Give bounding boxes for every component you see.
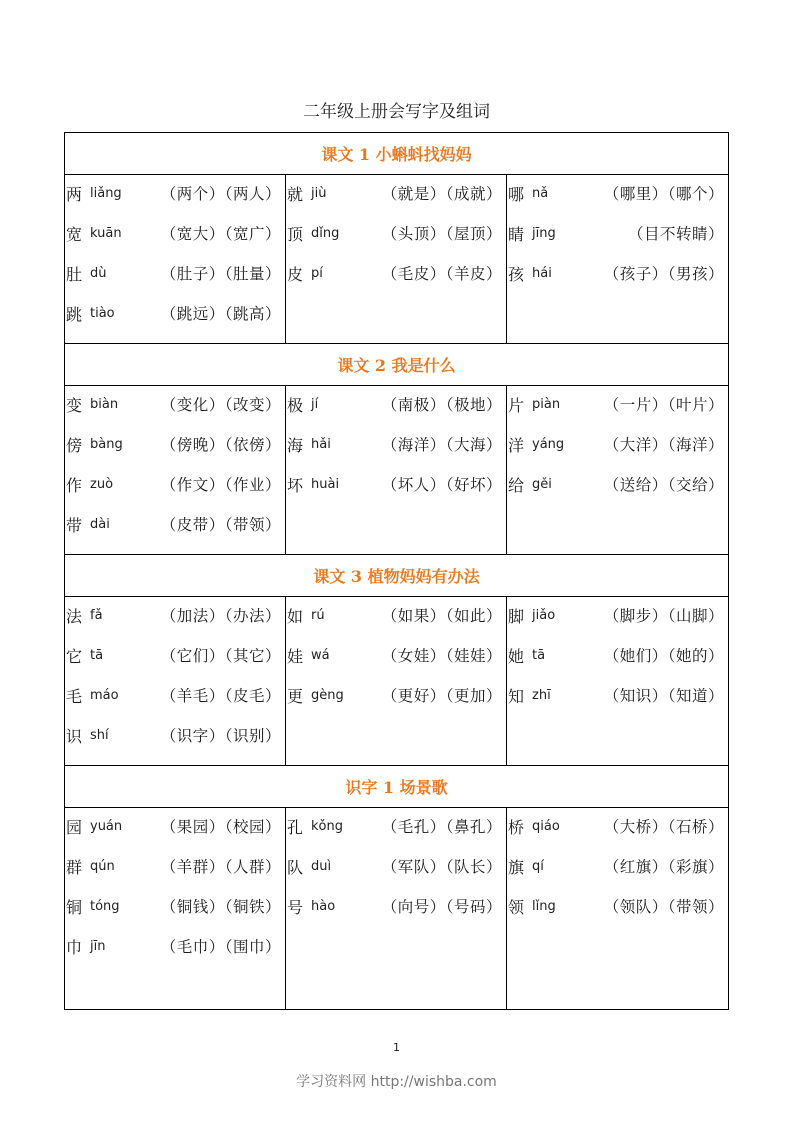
character-entry xyxy=(65,253,285,293)
hanzi-character: 孔 xyxy=(287,817,304,837)
character-column xyxy=(507,597,729,766)
lesson-header-row xyxy=(65,344,729,386)
character-entry xyxy=(507,806,728,846)
hanzi-character: 宽 xyxy=(66,224,83,244)
character-entry xyxy=(65,213,285,253)
hanzi-character: 巾 xyxy=(66,937,83,957)
hanzi-character: 皮 xyxy=(287,264,304,284)
character-column xyxy=(507,386,729,555)
word-combinations: （变化）（改变） xyxy=(160,396,281,414)
character-entry xyxy=(286,595,506,635)
word-combinations: （目不转睛） xyxy=(628,225,725,243)
hanzi-character: 就 xyxy=(287,184,304,204)
pinyin-text: lǐng xyxy=(532,898,556,914)
word-combinations: （她们）（她的） xyxy=(603,647,725,665)
pinyin-text: tā xyxy=(90,647,104,663)
word-combinations: （更好）（更加） xyxy=(381,687,502,705)
hanzi-character: 片 xyxy=(508,395,525,415)
character-entry xyxy=(65,675,285,715)
character-entry xyxy=(286,635,506,675)
character-entry xyxy=(65,464,285,504)
hanzi-character: 带 xyxy=(66,515,83,535)
hanzi-character: 变 xyxy=(66,395,83,415)
hanzi-character: 睛 xyxy=(508,224,525,244)
character-entry xyxy=(65,424,285,464)
pinyin-text: qún xyxy=(90,858,115,874)
word-combinations: （向号）（号码） xyxy=(381,898,502,916)
word-combinations: （皮带）（带领） xyxy=(160,516,281,534)
character-entry xyxy=(286,886,506,926)
pinyin-text: jīng xyxy=(532,225,556,241)
pinyin-text: zhī xyxy=(532,687,551,703)
hanzi-character: 领 xyxy=(508,897,525,917)
hanzi-character: 洋 xyxy=(508,435,525,455)
lesson-heading: 课文 3 植物妈妈有办法 xyxy=(65,555,729,597)
character-column xyxy=(286,175,507,344)
word-combinations: （加法）（办法） xyxy=(160,607,281,625)
character-entry xyxy=(65,806,285,846)
pinyin-text: gèng xyxy=(311,687,344,703)
hanzi-character: 脚 xyxy=(508,606,525,626)
character-column xyxy=(65,386,286,555)
character-entry xyxy=(507,424,728,464)
hanzi-character: 园 xyxy=(66,817,83,837)
vocabulary-table xyxy=(64,132,729,1010)
pinyin-text: pí xyxy=(311,265,323,281)
character-entry xyxy=(507,464,728,504)
word-combinations: （大洋）（海洋） xyxy=(603,436,725,454)
pinyin-text: piàn xyxy=(532,396,561,412)
character-column xyxy=(286,386,507,555)
pinyin-text: qí xyxy=(532,858,544,874)
lesson-body-row xyxy=(65,175,729,344)
hanzi-character: 知 xyxy=(508,686,525,706)
pinyin-text: dù xyxy=(90,265,107,281)
hanzi-character: 坏 xyxy=(287,475,304,495)
pinyin-text: jiù xyxy=(311,185,327,201)
hanzi-character: 铜 xyxy=(66,897,83,917)
hanzi-character: 识 xyxy=(66,726,83,746)
word-combinations: （毛皮）（羊皮） xyxy=(381,265,502,283)
lesson-body-row xyxy=(65,808,729,1010)
character-column xyxy=(286,808,507,1010)
pinyin-text: dǐng xyxy=(311,225,340,241)
character-entry xyxy=(286,464,506,504)
word-combinations: （女娃）（娃娃） xyxy=(381,647,502,665)
character-entry xyxy=(65,173,285,213)
character-column xyxy=(286,597,507,766)
hanzi-character: 孩 xyxy=(508,264,525,284)
character-entry xyxy=(507,675,728,715)
lesson-heading: 课文 1 小蝌蚪找妈妈 xyxy=(65,133,729,175)
character-entry xyxy=(507,213,728,253)
character-column xyxy=(65,175,286,344)
page-number: 1 xyxy=(393,1041,400,1054)
word-combinations: （南极）（极地） xyxy=(381,396,502,414)
character-column xyxy=(65,808,286,1010)
character-entry xyxy=(507,886,728,926)
word-combinations: （知识）（知道） xyxy=(603,687,725,705)
character-entry xyxy=(65,846,285,886)
character-entry xyxy=(507,384,728,424)
word-combinations: （如果）（如此） xyxy=(381,607,502,625)
pinyin-text: hái xyxy=(532,265,552,281)
hanzi-character: 她 xyxy=(508,646,525,666)
character-entry xyxy=(65,926,285,966)
pinyin-text: tóng xyxy=(90,898,120,914)
word-combinations: （坏人）（好坏） xyxy=(381,476,502,494)
character-entry xyxy=(286,213,506,253)
character-entry xyxy=(65,886,285,926)
pinyin-text: tā xyxy=(532,647,546,663)
word-combinations: （毛孔）（鼻孔） xyxy=(381,818,502,836)
pinyin-text: shí xyxy=(90,727,109,743)
hanzi-character: 极 xyxy=(287,395,304,415)
word-combinations: （红旗）（彩旗） xyxy=(603,858,725,876)
character-entry xyxy=(286,173,506,213)
pinyin-text: wá xyxy=(311,647,330,663)
lesson-header-row xyxy=(65,133,729,175)
pinyin-text: duì xyxy=(311,858,332,874)
hanzi-character: 群 xyxy=(66,857,83,877)
word-combinations: （就是）（成就） xyxy=(381,185,502,203)
pinyin-text: yuán xyxy=(90,818,123,834)
character-entry xyxy=(65,595,285,635)
hanzi-character: 顶 xyxy=(287,224,304,244)
pinyin-text: máo xyxy=(90,687,119,703)
hanzi-character: 作 xyxy=(66,475,83,495)
word-combinations: （孩子）（男孩） xyxy=(603,265,725,283)
lesson-body-row xyxy=(65,597,729,766)
character-entry xyxy=(286,806,506,846)
hanzi-character: 傍 xyxy=(66,435,83,455)
word-combinations: （羊群）（人群） xyxy=(160,858,281,876)
character-entry xyxy=(507,253,728,293)
character-entry xyxy=(286,253,506,293)
character-entry xyxy=(507,846,728,886)
hanzi-character: 毛 xyxy=(66,686,83,706)
pinyin-text: dài xyxy=(90,516,110,532)
pinyin-text: huài xyxy=(311,476,340,492)
pinyin-text: hào xyxy=(311,898,336,914)
hanzi-character: 肚 xyxy=(66,264,83,284)
character-entry xyxy=(286,424,506,464)
pinyin-text: nǎ xyxy=(532,185,549,201)
character-entry xyxy=(65,293,285,333)
word-combinations: （果园）（校园） xyxy=(160,818,281,836)
lesson-header-row xyxy=(65,555,729,597)
document-title: 二年级上册会写字及组词 xyxy=(303,102,490,122)
word-combinations: （毛巾）（围巾） xyxy=(160,938,281,956)
hanzi-character: 队 xyxy=(287,857,304,877)
word-combinations: （跳远）（跳高） xyxy=(160,305,281,323)
word-combinations: （两个）（两人） xyxy=(160,185,281,203)
hanzi-character: 法 xyxy=(66,606,83,626)
word-combinations: （脚步）（山脚） xyxy=(603,607,725,625)
pinyin-text: bàng xyxy=(90,436,123,452)
lesson-heading: 课文 2 我是什么 xyxy=(65,344,729,386)
lesson-header-row xyxy=(65,766,729,808)
character-entry xyxy=(65,504,285,544)
character-entry xyxy=(286,675,506,715)
pinyin-text: hǎi xyxy=(311,436,331,452)
character-entry xyxy=(286,384,506,424)
character-entry xyxy=(65,715,285,755)
pinyin-text: gěi xyxy=(532,476,552,492)
character-column xyxy=(65,597,286,766)
pinyin-text: rú xyxy=(311,607,325,623)
hanzi-character: 桥 xyxy=(508,817,525,837)
word-combinations: （海洋）（大海） xyxy=(381,436,502,454)
pinyin-text: jiǎo xyxy=(532,607,556,623)
lesson-body-row xyxy=(65,386,729,555)
word-combinations: （大桥）（石桥） xyxy=(603,818,725,836)
word-combinations: （头顶）（屋顶） xyxy=(381,225,502,243)
word-combinations: （哪里）（哪个） xyxy=(603,185,725,203)
hanzi-character: 娃 xyxy=(287,646,304,666)
hanzi-character: 哪 xyxy=(508,184,525,204)
pinyin-text: liǎng xyxy=(90,185,122,201)
pinyin-text: yáng xyxy=(532,436,565,452)
hanzi-character: 给 xyxy=(508,475,525,495)
character-entry xyxy=(507,173,728,213)
character-entry xyxy=(65,635,285,675)
pinyin-text: kǒng xyxy=(311,818,343,834)
watermark-text: 学习资料网 http://wishba.com xyxy=(296,1074,497,1090)
character-entry xyxy=(507,635,728,675)
pinyin-text: qiáo xyxy=(532,818,560,834)
word-combinations: （傍晚）（依傍） xyxy=(160,436,281,454)
character-entry xyxy=(65,384,285,424)
pinyin-text: zuò xyxy=(90,476,114,492)
hanzi-character: 号 xyxy=(287,897,304,917)
word-combinations: （领队）（带领） xyxy=(603,898,725,916)
word-combinations: （宽大）（宽广） xyxy=(160,225,281,243)
word-combinations: （作文）（作业） xyxy=(160,476,281,494)
hanzi-character: 海 xyxy=(287,435,304,455)
hanzi-character: 它 xyxy=(66,646,83,666)
character-entry xyxy=(507,595,728,635)
character-entry xyxy=(286,846,506,886)
hanzi-character: 旗 xyxy=(508,857,525,877)
pinyin-text: tiào xyxy=(90,305,115,321)
hanzi-character: 跳 xyxy=(66,304,83,324)
word-combinations: （一片）（叶片） xyxy=(603,396,725,414)
pinyin-text: jí xyxy=(311,396,319,412)
word-combinations: （送给）（交给） xyxy=(603,476,725,494)
lesson-heading: 识字 1 场景歌 xyxy=(65,766,729,808)
character-column xyxy=(507,175,729,344)
character-column xyxy=(507,808,729,1010)
word-combinations: （识字）（识别） xyxy=(160,727,281,745)
hanzi-character: 更 xyxy=(287,686,304,706)
word-combinations: （铜钱）（铜铁） xyxy=(160,898,281,916)
hanzi-character: 如 xyxy=(287,606,304,626)
pinyin-text: fǎ xyxy=(90,607,103,623)
hanzi-character: 两 xyxy=(66,184,83,204)
word-combinations: （军队）（队长） xyxy=(381,858,502,876)
word-combinations: （羊毛）（皮毛） xyxy=(160,687,281,705)
word-combinations: （它们）（其它） xyxy=(160,647,281,665)
pinyin-text: kuān xyxy=(90,225,122,241)
pinyin-text: jīn xyxy=(90,938,106,954)
word-combinations: （肚子）（肚量） xyxy=(160,265,281,283)
pinyin-text: biàn xyxy=(90,396,119,412)
